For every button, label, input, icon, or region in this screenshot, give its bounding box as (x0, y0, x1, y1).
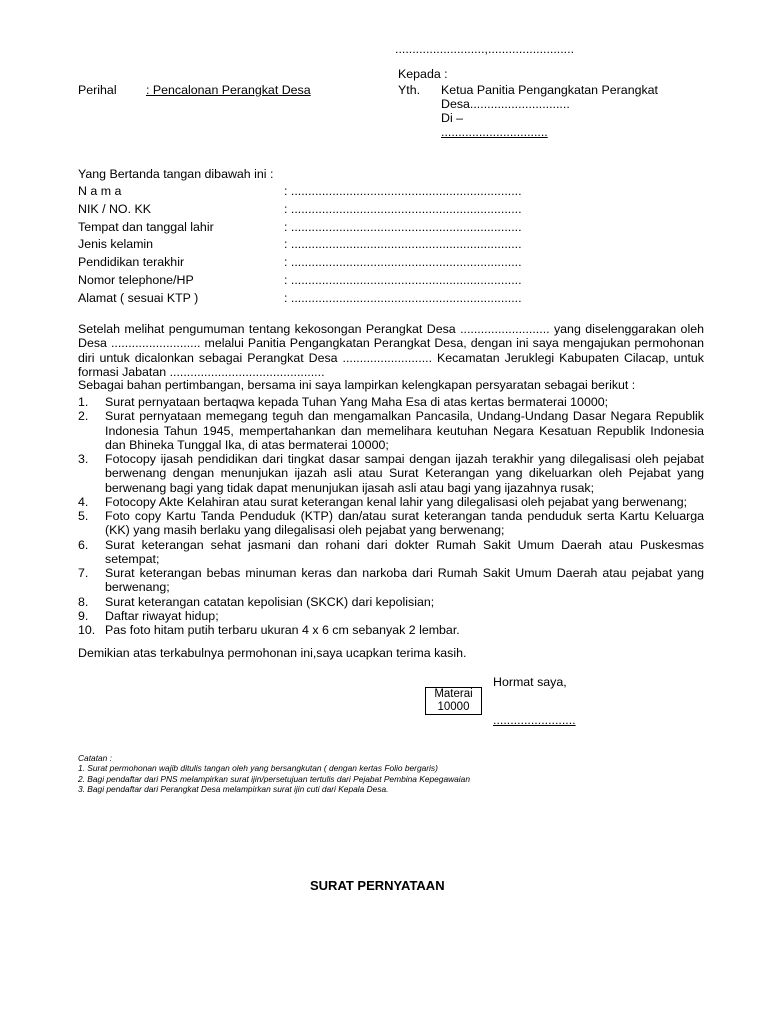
date-line: ..........................,......................... (395, 42, 575, 56)
list-item (78, 452, 704, 495)
yth-label: Yth. (398, 83, 421, 97)
list-text: Fotocopy Akte Kelahiran atau surat keterangan kenal lahir yang dilegalisasi oleh pejabat yang berwenang; (105, 494, 688, 509)
list-number: 1. (78, 395, 89, 409)
list-text: Surat keterangan catatan kepolisian (SKCK) dari kepolisian; (105, 594, 435, 609)
materai-stamp-box (425, 687, 482, 715)
list-number: 3. (78, 452, 89, 467)
field-row-ttl (78, 220, 558, 237)
signature-line: ........................ (493, 713, 576, 727)
list-item (78, 566, 704, 595)
field-row-telepon (78, 273, 558, 290)
list-text: Pas foto hitam putih terbaru ukuran 4 x 6 cm sebanyak 2 lembar. (105, 623, 460, 638)
list-number: 4. (78, 494, 89, 509)
list-number: 10. (78, 623, 96, 638)
field-label: Tempat dan tanggal lahir (78, 220, 214, 234)
field-value: : ................................................................... (284, 273, 522, 287)
recipient-line-2: Desa............................. (441, 97, 570, 111)
note-item: 3. Bagi pendaftar dari Perangkat Desa melampirkan surat ijin cuti dari Kepala Desa. (78, 783, 389, 794)
field-label: NIK / NO. KK (78, 202, 151, 216)
notes-title: Catatan : (78, 753, 112, 763)
field-label: Pendidikan terakhir (78, 255, 185, 269)
list-text: Fotocopy ijasah pendidikan dari tingkat dasar sampai dengan ijazah terakhir yang dilegalisasi oleh pejabat berwenang dengan menunjukan ijazah asli atau Surat Keterangan yang dikeluarkan oleh Pejabat yang berwenang bagi yang tidak dapat menunjukan ijasah asli atau bagi yang ijazahnya rusak; (105, 452, 704, 495)
field-label: Alamat ( sesuai KTP ) (78, 291, 199, 305)
list-text: Surat keterangan bebas minuman keras dan narkoba dari Rumah Sakit Umum Daerah atau pejabat yang berwenang; (105, 566, 704, 595)
list-number: 9. (78, 608, 89, 623)
field-row-pendidikan (78, 255, 558, 272)
list-number: 5. (78, 509, 89, 524)
list-item (78, 623, 704, 637)
note-item: 2. Bagi pendaftar dari PNS melampirkan surat ijin/persetujuan tertulis dari Pejabat Pembina Kepegawaian (78, 773, 470, 784)
field-row-alamat (78, 291, 558, 308)
list-number: 7. (78, 566, 89, 581)
list-item (78, 395, 704, 409)
list-item (78, 509, 704, 538)
requirements-list (78, 395, 704, 638)
field-value: : ................................................................... (284, 291, 522, 305)
field-value: : ................................................................... (284, 184, 522, 198)
footer-title: SURAT PERNYATAAN (310, 878, 445, 893)
materai-label: Materai (434, 688, 473, 700)
field-value: : ................................................................... (284, 237, 522, 251)
list-text: Foto copy Kartu Tanda Penduduk (KTP) dan/atau surat keterangan tanda penduduk serta Kartu Keluarga (KK) yang masih berlaku yang dilegalisasi oleh pejabat yang berwenang; (105, 509, 704, 538)
field-value: : ................................................................... (284, 220, 522, 234)
recipient-line-3: Di – (441, 111, 464, 125)
field-row-nik (78, 202, 558, 219)
perihal-label: Perihal (78, 83, 117, 97)
list-text: Surat keterangan sehat jasmani dan rohani dari dokter Rumah Sakit Umum Daerah atau Puskesmas setempat; (105, 537, 704, 566)
perihal-value: : Pencalonan Perangkat Desa (146, 83, 311, 97)
list-number: 6. (78, 537, 89, 552)
list-item (78, 538, 704, 567)
application-paragraph: Setelah melihat pengumuman tentang kekosongan Perangkat Desa .......................... yang diselenggarakan oleh Desa .......................... melalui Panitia Pengangkatan Perangkat Desa, dengan ini saya mengajukan permohonan diri untuk dicalonkan sebagai Perangkat Desa .......................... Kecamatan Jeruklegi Kabupaten Cilacap, untuk formasi Jabatan ............................................. (78, 322, 704, 379)
list-number: 2. (78, 409, 89, 424)
closing-text: Demikian atas terkabulnya permohonan ini,saya ucapkan terima kasih. (78, 646, 467, 660)
list-item (78, 595, 704, 609)
field-value: : ................................................................... (284, 202, 522, 216)
notes-block (78, 753, 718, 794)
kepada-label: Kepada : (398, 67, 448, 81)
recipient-line-4: ............................... (441, 125, 548, 139)
intro-text: Yang Bertanda tangan dibawah ini : (78, 167, 274, 181)
list-text: Daftar riwayat hidup; (105, 608, 219, 623)
materai-value: 10000 (437, 701, 470, 713)
list-item (78, 495, 704, 509)
field-label: N a m a (78, 184, 122, 198)
note-item: 1. Surat permohonan wajib ditulis tangan oleh yang bersangkutan ( dengan kertas Folio bergaris) (78, 763, 438, 774)
list-item (78, 409, 704, 452)
field-label: Nomor telephone/HP (78, 273, 194, 287)
list-item (78, 609, 704, 623)
field-value: : ................................................................... (284, 255, 522, 269)
recipient-line-1: Ketua Panitia Pengangkatan Perangkat (441, 83, 658, 97)
field-row-nama (78, 184, 558, 201)
field-label: Jenis kelamin (78, 237, 154, 251)
attachment-intro: Sebagai bahan pertimbangan, bersama ini saya lampirkan kelengkapan persyaratan sebagai berikut : (78, 378, 636, 392)
field-row-jenis-kelamin (78, 237, 558, 254)
hormat-saya: Hormat saya, (493, 675, 567, 689)
list-text: Surat pernyataan memegang teguh dan mengamalkan Pancasila, Undang-Undang Dasar Negara Republik Indonesia Tahun 1945, mempertahankan dan memelihara keutuhan Negara Kesatuan Republik Indonesia dan Bhineka Tunggal Ika, di atas bermaterai 10000; (105, 409, 704, 452)
list-text: Surat pernyataan bertaqwa kepada Tuhan Yang Maha Esa di atas kertas bermaterai 10000; (105, 395, 609, 409)
list-number: 8. (78, 594, 89, 609)
